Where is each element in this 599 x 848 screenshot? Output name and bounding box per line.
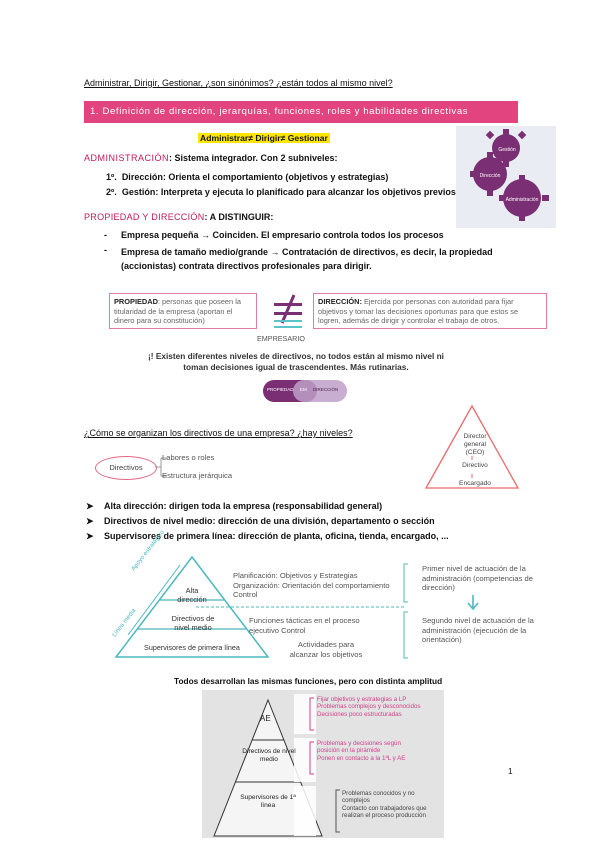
bottom-level-ae: AE [260, 714, 271, 723]
venn-mid: EM [300, 387, 307, 392]
pyramid-connectors [196, 562, 416, 662]
branch-roles: Labores o roles [162, 453, 215, 462]
pyramid-level-medio: Directivos de nivel medio [171, 614, 215, 632]
function-medio: Funciones tácticas en el proceso ejecutivo Control [249, 616, 360, 635]
bottom-level-medio: Directivos de nivel medio [242, 748, 296, 763]
venn-diagram [263, 380, 347, 402]
bullet-alta: Alta dirección: dirigen toda la empresa (responsabilidad general) [104, 501, 383, 511]
gear-label: Administración [505, 197, 539, 203]
arrow-down-icon [466, 595, 480, 611]
bullet-supervisores: Supervisores de primera línea: dirección de planta, oficina, tienda, encargado, ... [104, 531, 449, 541]
gear-label: Dirección [479, 173, 501, 179]
box-direccion-text: Ejercida por personas con autoridad para fijar objetivos y tomar las decisiones oportunas para que estos se logren, además de dirigir y controlar el trabajo de otros. [318, 297, 519, 325]
bottom-notes-ae [317, 696, 439, 718]
note-line: Ponen en contacto a la 1ªL y AE [317, 754, 406, 762]
empresario-label: EMPRESARIO [257, 334, 305, 343]
note-primer-nivel: Primer nivel de actuación de la administración (competencias de dirección) [422, 564, 534, 592]
highlight-note [198, 128, 330, 146]
gear-label: Gestión [498, 147, 516, 153]
levels-note: ¡! Existen diferentes niveles de directivos, no todos están al mismo nivel ni toman decisiones igual de trascendentes. Más rutinarias. [147, 351, 444, 372]
question: ¿Cómo se organizan los directivos de una empresa? ¿hay niveles? [84, 428, 353, 438]
note-line: Fijar objetivos y estrategias a LP [317, 696, 407, 703]
administracion-line [84, 153, 338, 163]
box-propiedad [109, 293, 257, 329]
function-alta: Planificación: Objetivos y Estrategias Organización: Orientación del comportamiento Control [233, 571, 390, 599]
propiedad-bullet-1: - [104, 230, 107, 240]
gears-icon [456, 126, 556, 228]
gears-illustration [456, 126, 556, 228]
admin-item-num: 1º. [106, 172, 117, 182]
page-heading: Administrar, Dirigir, Gestionar, ¿son sinónimos? ¿están todos al mismo nivel? [84, 78, 393, 88]
note-line: Contacto con trabajadores que realizan el proceso producción [342, 804, 427, 820]
side-label-linea: Línea media [111, 607, 138, 639]
function-supervisores: Actividades para alcanzar los objetivos [289, 640, 363, 659]
box-propiedad-label: PROPIEDAD [114, 297, 158, 306]
pyramid-level-supervisores: Supervisores de primera línea [144, 643, 240, 652]
administracion-label: ADMINISTRACIÓN [84, 153, 170, 163]
admin-item-text: Dirección: Orienta el comportamiento (objetivos y estrategias) [121, 172, 389, 182]
administracion-desc: : Sistema integrador. Con 2 subniveles: [169, 153, 338, 163]
section-banner: 1. Definición de dirección, jerarquías, funciones, roles y habilidades directivas [84, 101, 518, 123]
bottom-pyramid-panel [202, 690, 444, 838]
venn-left: PROPIEDAD [267, 387, 294, 392]
propiedad-label: PROPIEDAD Y DIRECCIÓN [84, 212, 205, 222]
propiedad-line [84, 212, 273, 222]
bottom-level-supervisores: Supervisores de 1ª línea [240, 794, 296, 809]
side-label-apoyo: Apoyo estratégico [130, 528, 167, 573]
propiedad-item-2: Empresa de tamaño medio/grande → Contratación de directivos, es decir, la propiedad (accionistas) contrata directivos profesionales para dirigir. [121, 247, 493, 271]
propiedad-bullet-2: - [104, 245, 107, 255]
page-number: 1 [508, 766, 513, 776]
note-segundo-nivel: Segundo nivel de actuación de la administración (ejecución de la orientación) [422, 616, 534, 644]
bottom-title: Todos desarrollan las mismas funciones, pero con distinta amplitud [174, 676, 443, 686]
admin-item-2 [106, 187, 456, 197]
triangle-encargado: Encargado [459, 480, 491, 487]
note-line: Problemas complejos y desconocidos [317, 703, 421, 711]
pyramid-level-alta: Alta dirección [177, 586, 207, 604]
bottom-notes-supervisores [342, 790, 438, 820]
bottom-notes-medio [317, 740, 412, 762]
note-line: Problemas y decisiones según posición en la pirámide [317, 740, 401, 755]
box-direccion [313, 293, 547, 329]
not-equal-icon [270, 293, 306, 331]
highlight-text: Administrar≠ Dirigir≠ Gestionar [200, 133, 328, 143]
box-propiedad-text: : personas que poseen la titularidad de la empresa (aportan el dinero para su constitución) [114, 297, 241, 325]
arrow-bullet-icon: ➤ [86, 516, 94, 526]
box-direccion-label: DIRECCIÓN: [318, 297, 362, 306]
arrow-bullet-icon: ➤ [86, 531, 94, 541]
note-line: Problemas conocidos y no complejos [342, 790, 415, 805]
arrow-bullet-icon: ➤ [86, 501, 94, 511]
propiedad-desc: : A DISTINGUIR: [204, 212, 274, 222]
note-line: Decisiones poco estructuradas [317, 710, 402, 718]
directivos-node: Directivos [95, 456, 157, 480]
admin-item-text: Gestión: Interpreta y ejecuta lo planificado para alcanzar los objetivos previos [121, 187, 456, 197]
admin-item-1 [106, 172, 388, 182]
triangle-ceo: Director general (CEO) [463, 433, 487, 456]
bullet-medio: Directivos de nivel medio: dirección de una división, departamento o sección [104, 516, 435, 526]
triangle-directivo: Directivo [462, 462, 488, 469]
admin-item-num: 2º. [106, 187, 117, 197]
venn-right: DIRECCIÓN [313, 387, 339, 392]
branch-estructura: Estructura jerárquica [162, 471, 233, 480]
propiedad-item-1: Empresa pequeña → Coinciden. El empresario controla todos los procesos [121, 230, 444, 240]
